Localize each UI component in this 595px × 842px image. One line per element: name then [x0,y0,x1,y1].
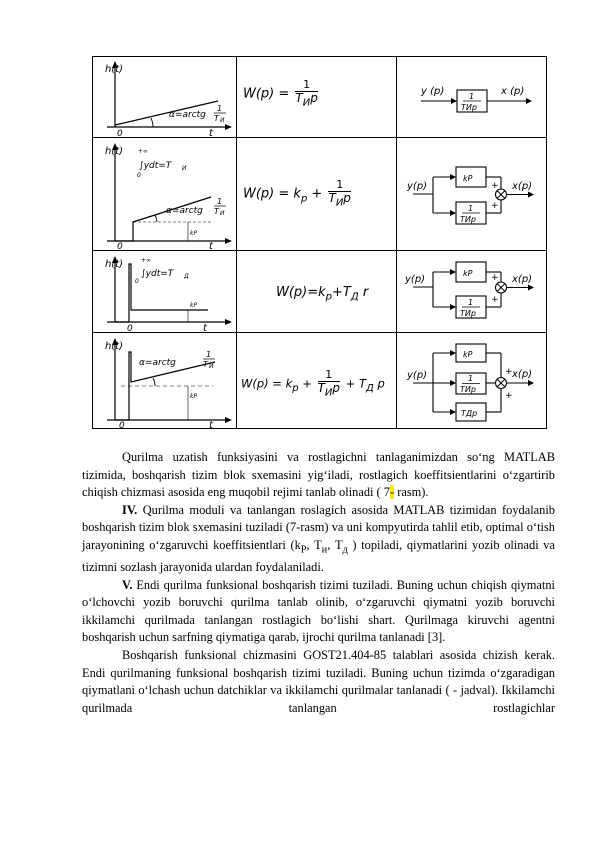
sum-sign: + [491,201,499,211]
origin-label: 0 [119,421,125,429]
axis-y-label: h(t) [105,259,124,270]
transfer-function-pd [276,285,368,303]
paragraph-text: Endi qurilma funksional boshqarish tizimi tuziladi. Buning uchun chiqish qiymatni o‘lchovchi yozib boruvchi qurilma tanlab olinib, o‘zgaruvchi qiymatni yozib boruvchi ikkilamchi qurilmada tanlangan rostlagich bo‘lishi shart. Qurilmaga kiruvchi agentni boshqarish uchun sarfning qiymatiga qarab, ijrochi qurilma tanlanadi [3]. [82,577,555,645]
column-divider [236,57,237,428]
formula-sub: Д [350,291,359,303]
sum-sign: + [491,295,499,305]
formula-lhs-sub: p [292,383,299,394]
block-numerator: 1 [469,92,475,101]
fraction [318,369,340,399]
input-label: y (p) [421,86,445,97]
block-numerator: 1 [468,298,474,307]
subscript: и [321,544,328,556]
step-number: V. [122,577,133,592]
sum-sign: + [505,391,513,401]
block-numerator: 1 [468,374,474,383]
paragraph-text: Boshqarish funksional chizmasini GOST21.404-85 talablari asosida chizish kerak. Endi qurilmaning funksional boshqarish tizimi tuziladi. Buning uchun tizimda o‘zgaradigan qiymatlani o‘lchash uchun datchiklar va ikkilamchi qurilmalar tanlanadi ( - jadval). Ikkilamchi qurilmada tanlangan rostlagichlar [82,648,555,715]
fraction-denominator-tail: p [310,91,318,105]
paragraph-text: Qurilma uzatish funksiyasini va rostlagichni tanlaganimizdan so‘ng MATLAB tizimida, boshqarish tizim blok sxemasini yig‘iladi, rostlagich koeffitsientlarini o‘zgartirib chiqish chizmasi asosida eng muqobil rejimi tanlab olinadi ( 7 [82,450,555,500]
slope-label: α=arctg [169,110,206,120]
input-label: y(p) [407,370,428,381]
block-diagram-i [397,57,547,137]
origin-label: 0 [127,324,133,332]
paragraph-text: Qurilma moduli va tanlangan roslagich asosida MATLAB tizimidan foydalanib boshqarish tizim blok sxemasini tuziladi (7-rasm) va uni kompyutirda tahlil etib, optimal o‘tish jarayonining o‘zgaruvchi koeffitsientlari (k [82,502,555,552]
integral-label: ∫ydt=T [141,269,174,279]
step-response-graph-pid [93,332,236,429]
sum-sign: + [505,367,513,377]
formula-lhs: W(p)=k [276,285,326,300]
formula-tail-sub: Д [366,383,374,394]
paragraph-text: , T [327,537,343,552]
axis-y-label: h(t) [105,146,124,157]
slope-denominator: T [203,360,208,369]
paragraph-step-v [82,577,555,647]
block-diagram-pi [397,137,547,250]
fraction [328,179,350,209]
gain-label: kP [190,393,198,400]
block-derivative: TДp [461,409,478,418]
input-label: y(p) [405,274,426,285]
step-number: IV. [122,502,138,517]
axis-y-label: h(t) [105,341,124,352]
input-label: y(p) [407,181,428,192]
highlighted-dash: - [389,485,395,500]
fraction-denominator-sub: И [324,387,333,399]
gain-label: kP [190,230,198,237]
formula-lhs-sub: p [300,193,308,205]
block-diagram-pd [397,250,547,332]
origin-label: 0 [117,129,123,137]
axis-y-label: h(t) [105,64,124,75]
fraction-denominator: T [317,381,325,395]
fraction-numerator: 1 [318,369,340,382]
integral-upper: +∞ [141,257,152,264]
origin-label: 0 [117,242,123,250]
fraction-denominator-sub: И [302,97,311,109]
integral-label: ∫ydt=T [139,161,172,171]
slope-denominator: T [214,207,219,216]
block-gain: kP [463,174,473,183]
slope-denominator-sub: И [220,210,225,217]
paragraph-matlab-setup [82,449,555,502]
slope-label: α=arctg [166,206,203,216]
transfer-function-pid [241,369,385,399]
block-gain: kP [463,350,473,359]
formula-tail-p: p [373,376,385,391]
paragraph-text: , T [306,537,322,552]
formula-mid: +T [332,285,351,300]
formula-lhs: W(p) = [243,86,290,102]
transfer-function-table [92,56,547,429]
step-response-graph-pd [93,250,236,332]
formula-sub: p [325,291,333,303]
slope-denominator: T [214,114,219,123]
paragraph-text: rasm). [394,485,429,500]
transfer-function-pi [243,179,353,209]
formula-tail: r [358,285,369,300]
fraction-denominator-tail: p [332,381,341,395]
axis-x-label: t [209,241,213,250]
integral-upper: +∞ [138,148,149,155]
axis-x-label: t [209,420,213,429]
block-denominator: TИp [460,215,476,224]
formula-plus: + [307,186,327,202]
paragraph-gost [82,647,555,717]
fraction-denominator-tail: p [343,191,351,205]
block-denominator: TИp [461,103,477,112]
transfer-function-i [243,79,320,109]
fraction-numerator: 1 [328,179,350,192]
block-diagram-pid [397,332,547,429]
fraction [295,79,317,109]
formula-lhs: W(p) = k [243,186,301,202]
axis-x-label: t [209,128,213,137]
gain-label: kP [190,302,198,309]
slope-numerator: 1 [206,350,212,359]
formula-lhs: W(p) = k [241,376,293,391]
block-denominator: TИp [460,309,476,318]
axis-x-label: t [203,323,207,332]
integral-sub: Д [184,273,189,280]
block-denominator: TИp [460,385,476,394]
slope-denominator-sub: И [220,117,225,124]
fraction-denominator-sub: И [335,197,344,209]
slope-numerator: 1 [217,104,223,113]
fraction-denominator: T [328,191,336,205]
output-label: x(p) [512,369,533,380]
paragraph-text: ) topiladi, qiymatlarini yozib olinadi va tizimni sozlash jarayonida ulardan foydalaniladi. [82,537,555,575]
sum-sign: + [491,273,499,283]
block-numerator: 1 [468,204,474,213]
formula-plus: + [298,376,316,391]
fraction-denominator: T [295,91,303,105]
fraction-numerator: 1 [295,79,317,92]
slope-label: α=arctg [139,358,176,368]
block-gain: kP [463,269,473,278]
sum-sign: + [491,181,499,191]
slope-numerator: 1 [217,197,223,206]
step-response-graph-pi [93,137,236,250]
output-label: x(p) [512,181,533,192]
subscript: P [300,544,307,556]
output-label: x(p) [512,274,533,285]
step-response-graph-i [93,57,236,137]
body-text [82,449,555,717]
integral-lower: 0 [135,278,139,285]
integral-sub: И [182,165,187,172]
slope-denominator-sub: И [209,363,214,370]
integral-lower: 0 [137,172,141,179]
paragraph-step-iv [82,502,555,577]
subscript: д [342,544,348,556]
output-label: x (p) [501,86,525,97]
formula-tail: + T [342,376,367,391]
